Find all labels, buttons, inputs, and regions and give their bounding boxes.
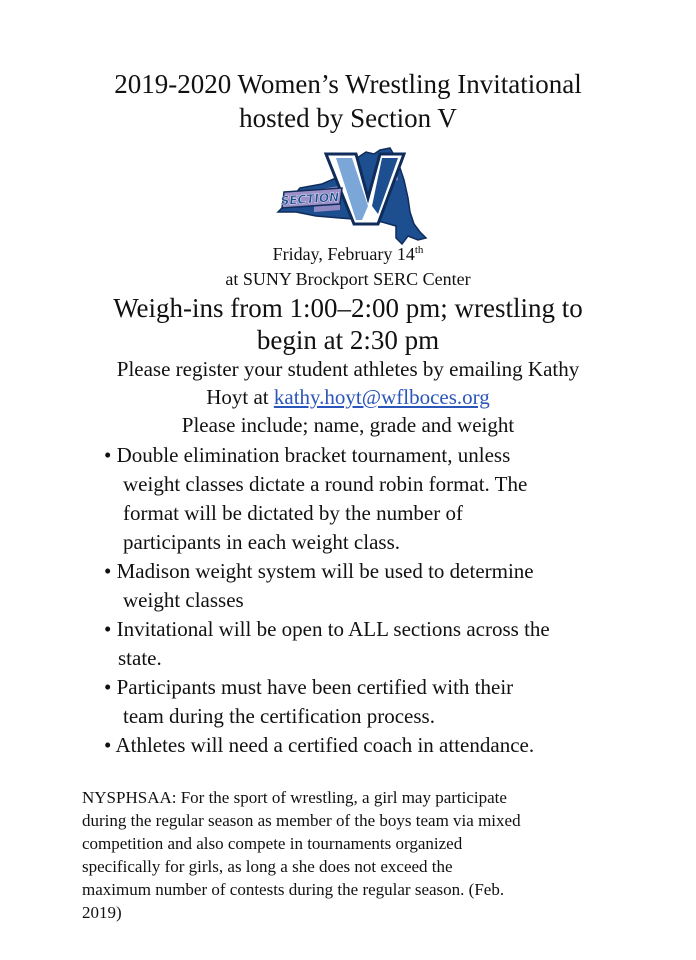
bullet-2-line-2: weight classes xyxy=(123,588,244,612)
nysphsaa-note xyxy=(82,786,642,924)
date-suffix: th xyxy=(414,244,424,256)
registration-line-1: Please register your student athletes by emailing Kathy xyxy=(116,357,580,381)
schedule-line-1: Weigh-ins from 1:00–2:00 pm; wrestling to xyxy=(113,293,583,323)
bullet-1-line-3: format will be dictated by the number of xyxy=(123,501,463,525)
bullet-4-line-2: team during the certification process. xyxy=(123,704,435,728)
bullet-4-line-1: • Participants must have been certified with their xyxy=(104,675,514,699)
bullet-5-line-1: • Athletes will need a certified coach in attendance. xyxy=(104,733,535,757)
title-line-2: hosted by Section V xyxy=(239,103,457,133)
email-link[interactable]: kathy.hoyt@wflboces.org xyxy=(273,385,490,409)
note-line-1: NYSPHSAA: For the sport of wrestling, a girl may participate xyxy=(82,788,507,807)
event-location: at SUNY Brockport SERC Center xyxy=(225,269,471,289)
note-line-3: competition and also compete in tournaments organized xyxy=(82,834,463,853)
note-line-4: specifically for girls, as long a she does not exceed the xyxy=(82,857,453,876)
event-date: Friday, February 14th xyxy=(272,244,424,264)
bullet-1-line-1: • Double elimination bracket tournament, unless xyxy=(104,443,511,467)
bullet-2-line-1: • Madison weight system will be used to determine xyxy=(104,559,534,583)
schedule-line-2: begin at 2:30 pm xyxy=(256,325,440,355)
bullet-1-line-2: weight classes dictate a round robin format. The xyxy=(123,472,528,496)
note-line-5: maximum number of contests during the regular season. (Feb. xyxy=(82,880,505,899)
registration-line-2: Hoyt at kathy.hoyt@wflboces.org xyxy=(206,385,490,409)
bullet-1-line-4: participants in each weight class. xyxy=(123,530,400,554)
bullet-3-line-1: • Invitational will be open to ALL sections across the xyxy=(104,617,550,641)
title-line-1: 2019-2020 Women’s Wrestling Invitational xyxy=(114,69,582,99)
registration-line-3: Please include; name, grade and weight xyxy=(181,413,515,437)
section-v-logo xyxy=(270,140,430,250)
note-line-6: 2019) xyxy=(82,903,122,922)
logo-section-text: SECTION xyxy=(280,189,340,209)
note-line-2: during the regular season as member of the boys team via mixed xyxy=(82,811,521,830)
bullet-3-line-2: state. xyxy=(118,646,162,670)
